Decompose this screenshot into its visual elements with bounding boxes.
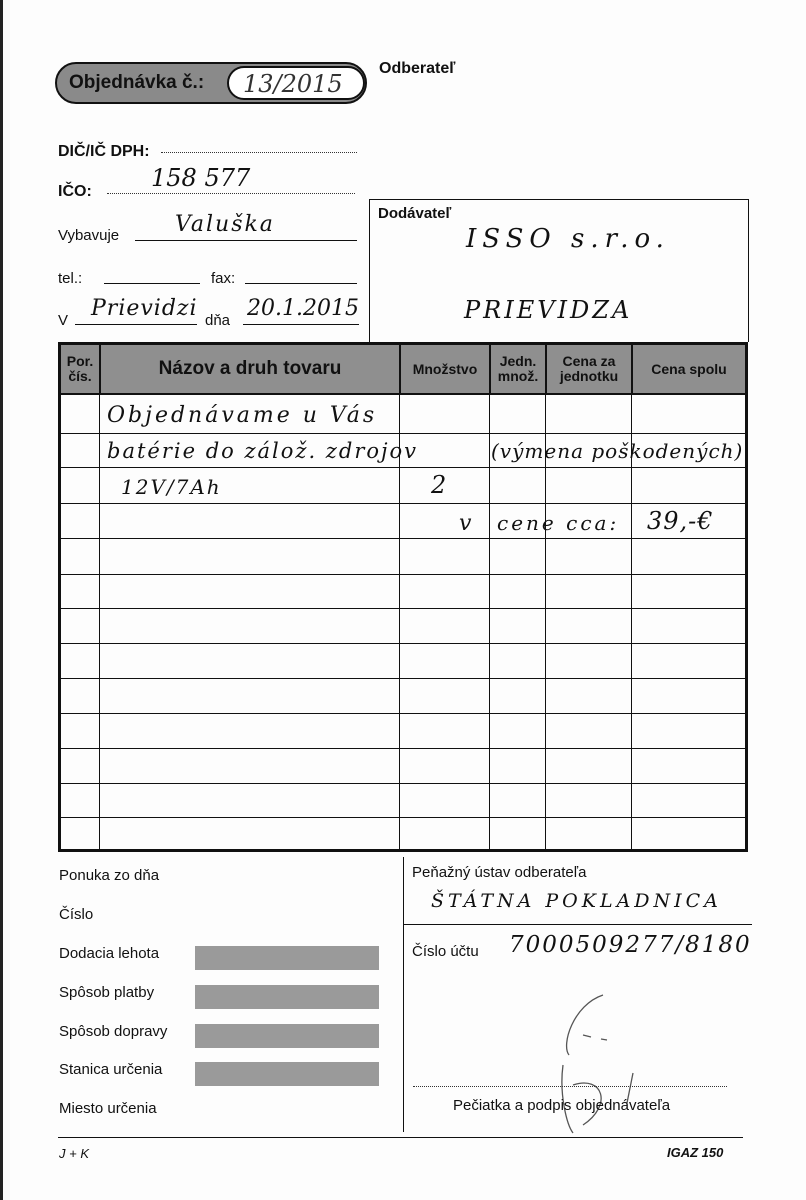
col-index-header: Por. čís. bbox=[61, 345, 101, 393]
footer-left: J + K bbox=[59, 1146, 89, 1161]
destination-station-field[interactable] bbox=[195, 1062, 379, 1086]
row-1-text: Objednávame u Vás bbox=[107, 403, 378, 428]
row-2-note: (výmena poškodených) bbox=[491, 439, 744, 463]
grid-hline bbox=[61, 393, 745, 395]
date-field[interactable] bbox=[243, 324, 359, 325]
order-number-value: 13/2015 bbox=[243, 70, 343, 98]
grid-hline bbox=[61, 817, 745, 818]
grid-vline bbox=[99, 393, 100, 849]
date-label: dňa bbox=[205, 312, 231, 329]
dic-field[interactable] bbox=[161, 152, 357, 153]
delivery-term-field[interactable] bbox=[195, 946, 379, 970]
ico-value: 158 577 bbox=[151, 164, 251, 192]
grid-hline bbox=[61, 783, 745, 784]
row-4-text: cene cca: bbox=[497, 511, 620, 535]
date-value: 20.1.2015 bbox=[247, 296, 359, 321]
handled-by-value: Valuška bbox=[175, 212, 275, 237]
grid-hline bbox=[61, 503, 745, 504]
grid-hline bbox=[61, 538, 745, 539]
tel-field[interactable] bbox=[104, 283, 200, 284]
col-quantity-header: Množstvo bbox=[401, 345, 491, 393]
bottom-divider bbox=[403, 857, 404, 1132]
place-field[interactable] bbox=[75, 324, 197, 325]
grid-hline bbox=[61, 678, 745, 679]
ico-label: IČO: bbox=[58, 183, 92, 200]
row-3-item: 12V/7Ah bbox=[121, 475, 222, 499]
tel-label: tel.: bbox=[58, 270, 83, 287]
row-3-quantity: 2 bbox=[431, 471, 447, 499]
grid-hline bbox=[61, 713, 745, 714]
grid-hline bbox=[61, 643, 745, 644]
place-value: Prievidzi bbox=[91, 296, 198, 321]
payment-method-field[interactable] bbox=[195, 985, 379, 1009]
grid-hline bbox=[61, 574, 745, 575]
order-label: Objednávka č.: bbox=[69, 72, 205, 93]
fax-field[interactable] bbox=[245, 283, 357, 284]
row-2-text: batérie do zálož. zdrojov bbox=[107, 439, 419, 463]
stamp-signature-field[interactable] bbox=[413, 1086, 727, 1087]
destination-station-label: Stanica určenia bbox=[59, 1061, 163, 1078]
buyer-label: Odberateľ bbox=[379, 60, 456, 77]
offer-number-label: Číslo bbox=[59, 906, 94, 923]
place-label: V bbox=[58, 312, 69, 329]
col-unit-price-header: Cena za jednotku bbox=[547, 345, 633, 393]
order-number-field[interactable] bbox=[227, 66, 365, 100]
stamp-signature-label: Pečiatka a podpis objednávateľa bbox=[453, 1097, 671, 1114]
col-total-header: Cena spolu bbox=[651, 360, 727, 377]
bank-label: Peňažný ústav odberateľa bbox=[412, 864, 587, 881]
destination-place-label: Miesto určenia bbox=[59, 1100, 157, 1117]
bank-line bbox=[404, 924, 752, 925]
grid-hline bbox=[61, 467, 745, 468]
bank-value: ŠTÁTNA POKLADNICA bbox=[431, 890, 722, 912]
handled-by-field[interactable] bbox=[135, 240, 357, 241]
col-name-header: Názov a druh tovaru bbox=[101, 345, 401, 393]
col-unit-header: Jedn. množ. bbox=[491, 345, 547, 393]
supplier-label: Dodávateľ bbox=[378, 205, 452, 222]
payment-method-label: Spôsob platby bbox=[59, 984, 155, 1001]
supplier-box bbox=[369, 199, 749, 342]
supplier-city: PRIEVIDZA bbox=[464, 296, 633, 324]
order-number-badge bbox=[55, 62, 367, 104]
row-4-price: 39,-€ bbox=[647, 507, 714, 535]
grid-hline bbox=[61, 608, 745, 609]
grid-hline bbox=[61, 748, 745, 749]
supplier-name: ISSO s.r.o. bbox=[466, 224, 670, 254]
ico-field[interactable] bbox=[107, 193, 355, 194]
table-header bbox=[61, 345, 745, 393]
handled-by-label: Vybavuje bbox=[58, 227, 120, 244]
grid-vline bbox=[489, 393, 490, 849]
row-4-prefix: v bbox=[459, 511, 472, 536]
fax-label: fax: bbox=[211, 270, 236, 287]
delivery-term-label: Dodacia lehota bbox=[59, 945, 160, 962]
offer-date-label: Ponuka zo dňa bbox=[59, 867, 160, 884]
account-value: 7000509277/8180 bbox=[509, 932, 752, 958]
items-table bbox=[58, 342, 748, 852]
footer-line bbox=[58, 1137, 743, 1138]
transport-method-label: Spôsob dopravy bbox=[59, 1023, 168, 1040]
grid-hline bbox=[61, 433, 745, 434]
dic-label: DIČ/IČ DPH: bbox=[58, 143, 150, 160]
transport-method-field[interactable] bbox=[195, 1024, 379, 1048]
account-label: Číslo účtu bbox=[412, 943, 479, 960]
footer-form-code: IGAZ 150 bbox=[667, 1145, 724, 1160]
